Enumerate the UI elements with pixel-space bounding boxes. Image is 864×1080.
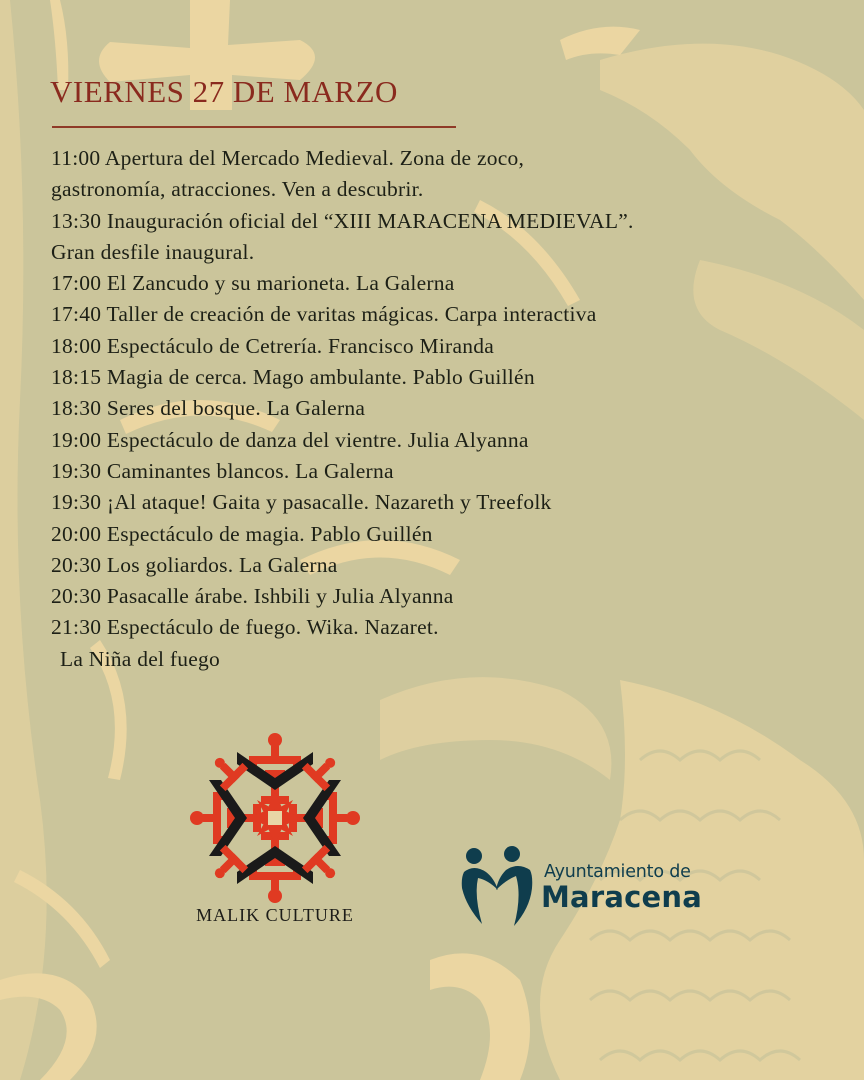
schedule-list [51, 143, 841, 675]
schedule-item-continuation: Gran desfile inaugural. [51, 239, 255, 264]
schedule-item: 13:30 Inauguración oficial del “XIII MARACENA MEDIEVAL”. [51, 208, 634, 233]
schedule-item: 18:00 Espectáculo de Cetrería. Francisco Miranda [51, 333, 495, 358]
schedule-item: 17:40 Taller de creación de varitas mágicas. Carpa interactiva [51, 302, 597, 327]
malik-culture-star-icon [175, 730, 375, 930]
schedule-item: 18:30 Seres del bosque. La Galerna [51, 396, 366, 421]
schedule-item-continuation: gastronomía, atracciones. Ven a descubrir. [51, 177, 424, 202]
maracena-label: Maracena [541, 880, 702, 914]
schedule-item: 19:00 Espectáculo de danza del vientre. Julia Alyanna [51, 427, 529, 452]
title-divider [52, 126, 456, 128]
schedule-item: 19:30 ¡Al ataque! Gaita y pasacalle. Nazareth y Treefolk [51, 490, 552, 515]
malik-culture-name: MALIK CULTURE [196, 905, 354, 925]
ayuntamiento-people-icon [460, 846, 534, 928]
schedule-item: 20:00 Espectáculo de magia. Pablo Guillén [51, 521, 433, 546]
page-title: VIERNES 27 DE MARZO [50, 74, 398, 109]
schedule-item: 19:30 Caminantes blancos. La Galerna [51, 458, 394, 483]
schedule-item-continuation: La Niña del fuego [60, 646, 221, 671]
schedule-item: 17:00 El Zancudo y su marioneta. La Galerna [51, 271, 455, 296]
schedule-item: 20:30 Pasacalle árabe. Ishbili y Julia Alyanna [51, 584, 454, 609]
schedule-item: 11:00 Apertura del Mercado Medieval. Zona de zoco, [51, 146, 525, 170]
schedule-item: 20:30 Los goliardos. La Galerna [51, 552, 338, 577]
schedule-item: 18:15 Magia de cerca. Mago ambulante. Pablo Guillén [51, 365, 535, 390]
schedule-item: 21:30 Espectáculo de fuego. Wika. Nazaret. [51, 615, 439, 640]
ayuntamiento-label: Ayuntamiento de [544, 862, 691, 882]
